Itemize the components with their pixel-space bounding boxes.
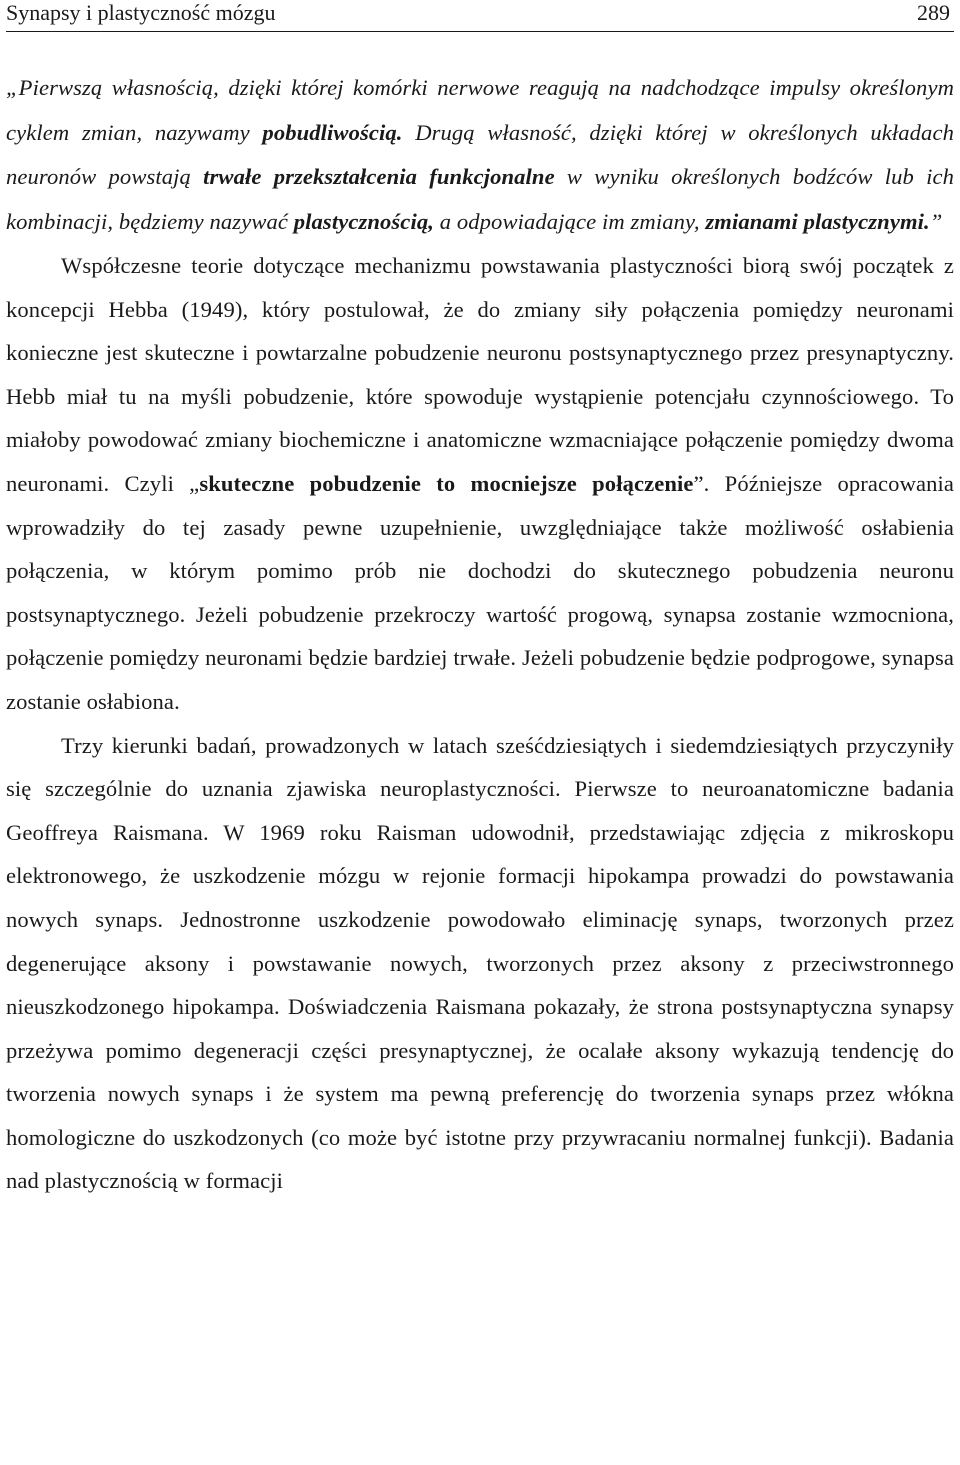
running-header	[6, 0, 954, 32]
hebb-rule-emphasis: skuteczne pobudzenie to mocniejsze połączenie	[199, 470, 694, 496]
paragraph-hebb-text-1: Współczesne teorie dotyczące mechanizmu powstawania plastyczności biorą swój początek z koncepcji Hebba (1949), który postulował, że do zmiany siły połączenia pomiędzy neuronami konieczne jest skuteczne i powtarzalne pobudzenie neuronu postsynaptycznego przez presynaptyczny. Hebb miał tu na myśli pobudzenie, które spowoduje wystąpienie potencjału czynnościowego. To miałoby powodować zmiany biochemiczne i anatomiczne wzmacniające połączenie pomiędzy dwoma neuronami. Czyli „	[6, 253, 954, 496]
quote-term-excitability: pobudliwością.	[262, 119, 403, 145]
header-title: Synapsy i plastyczność mózgu	[6, 0, 276, 25]
quote-term-plastic-changes: zmianami plastycznymi.	[705, 208, 930, 234]
quote-text-2: Drugą własność, dzięki której w określonych układach neuronów powstają	[6, 119, 954, 189]
paragraph-hebb-text-2: ”. Późniejsze opracowania wprowadziły do tej zasady pewne uzupełnienie, uwzględniające także możliwość osłabienia połączenia, w którym pomimo prób nie dochodzi do skutecznego pobudzenia neuronu postsynaptycznego. Jeżeli pobudzenie przekroczy wartość progową, synapsa zostanie wzmocniona, połączenie pomiędzy neuronami będzie bardziej trwałe. Jeżeli pobudzenie będzie podprogowe, synapsa zostanie osłabiona.	[6, 470, 955, 714]
quote-term-plasticity: plastycznością,	[293, 208, 434, 234]
quote-text-5: ”	[929, 208, 943, 234]
quote-text-4: a odpowiadające im zmiany,	[433, 208, 706, 234]
quote-text-1: „Pierwszą własnością, dzięki której komórki nerwowe reagują na nadchodzące impulsy określonym cyklem zmian, nazywamy	[6, 75, 954, 145]
page-number: 289	[917, 0, 950, 25]
paragraph-raisman: Trzy kierunki badań, prowadzonych w latach sześćdziesiątych i siedemdziesiątych przyczyniły się szczególnie do uznania zjawiska neuroplastyczności. Pierwsze to neuroanatomiczne badania Geoffreya Raismana. W 1969 roku Raisman udowodnił, przedstawiając zdjęcia z mikroskopu elektronowego, że uszkodzenie mózgu w rejonie formacji hipokampa prowadzi do powstawania nowych synaps. Jednostronne uszkodzenie powodowało eliminację synaps, tworzonych przez degenerujące aksony i powstawanie nowych, tworzonych przez aksony z przeciwstronnego nieuszkodzonego hipokampa. Doświadczenia Raismana pokazały, że strona postsynaptyczna synapsy przeżywa pomimo degeneracji części presynaptycznej, że ocalałe aksony wykazują tendencję do tworzenia nowych synaps i że system ma pewną preferencję do tworzenia synaps przez włókna homologiczne do uszkodzonych (co może być istotne przy przywracaniu normalnej funkcji). Badania nad plastycznością w formacji	[6, 732, 954, 1194]
body-text	[6, 66, 954, 1203]
quote-term-functional-transformations: trwałe przekształcenia funkcjonalne	[203, 164, 555, 189]
quote-text-3: w wyniku określonych bodźców lub ich kombinacji, będziemy nazywać	[6, 164, 954, 234]
definition-quote	[6, 66, 954, 244]
paragraph-hebb	[6, 244, 954, 724]
